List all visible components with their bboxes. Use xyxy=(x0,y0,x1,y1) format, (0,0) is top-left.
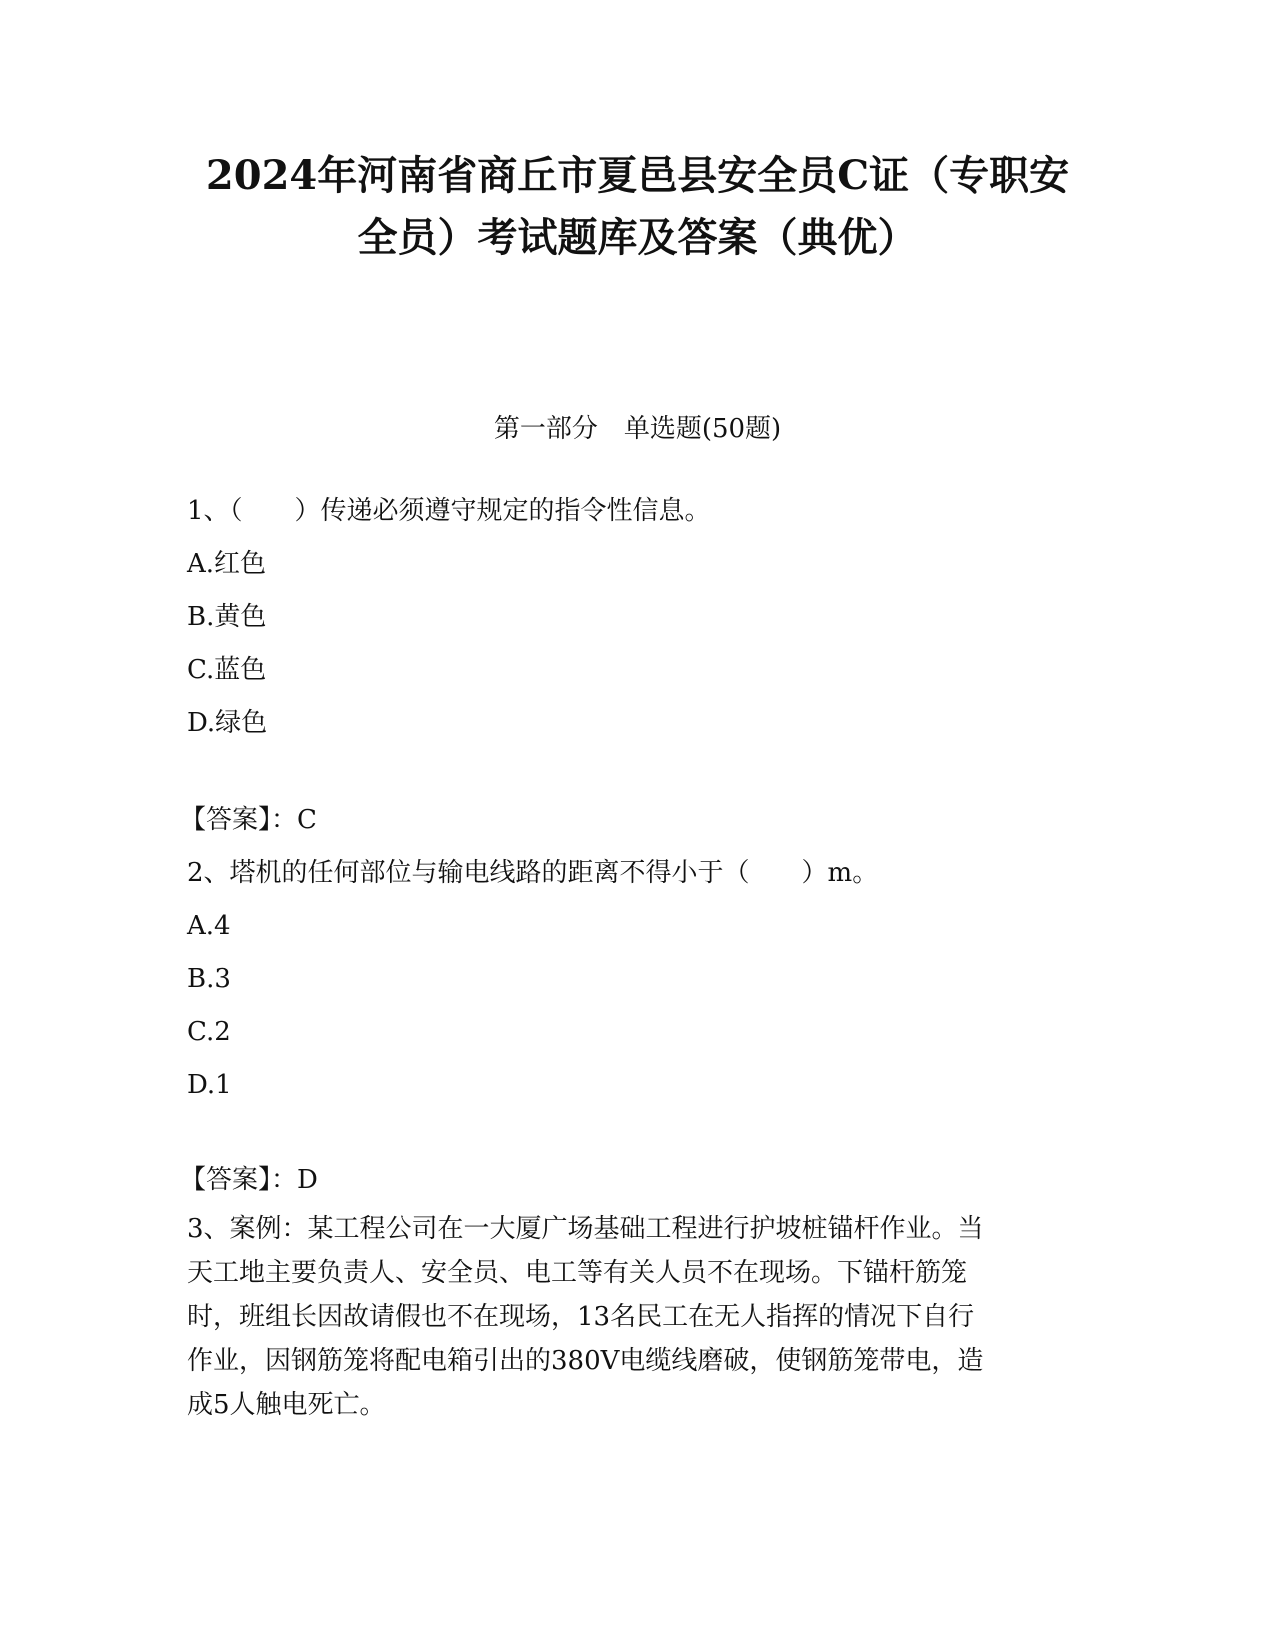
question-3-stem xyxy=(187,1207,1087,1427)
question-2-answer: 【答案】：D xyxy=(180,1165,318,1195)
question-1-option-b: B.黄色 xyxy=(187,602,267,632)
question-3-line-4: 作业，因钢筋笼将配电箱引出的380V电缆线磨破，使钢筋笼带电，造 xyxy=(187,1346,984,1376)
document-title xyxy=(150,145,1125,269)
question-3-line-5: 成5人触电死亡。 xyxy=(187,1390,386,1420)
question-1-option-a: A.红色 xyxy=(187,549,267,579)
question-2-option-b: B.3 xyxy=(187,964,231,994)
question-3-line-2: 天工地主要负责人、安全员、电工等有关人员不在现场。下锚杆筋笼 xyxy=(187,1258,968,1288)
title-line-1: 2024年河南省商丘市夏邑县安全员C证（专职安 xyxy=(205,152,1070,199)
title-line-2: 全员）考试题库及答案（典优） xyxy=(357,214,918,261)
question-1-stem: 1、（ ）传递必须遵守规定的指令性信息。 xyxy=(187,496,711,526)
question-3-line-3: 时，班组长因故请假也不在现场，13名民工在无人指挥的情况下自行 xyxy=(187,1302,975,1332)
question-2-stem: 2、塔机的任何部位与输电线路的距离不得小于（ ）m。 xyxy=(187,858,879,888)
question-1-answer: 【答案】：C xyxy=(180,805,317,835)
question-1-option-c: C.蓝色 xyxy=(187,655,267,685)
question-1-option-d: D.绿色 xyxy=(187,708,268,738)
section-heading: 第一部分 单选题(50题) xyxy=(493,414,782,444)
question-3-line-1: 3、案例：某工程公司在一大厦广场基础工程进行护坡桩锚杆作业。当 xyxy=(187,1214,984,1244)
question-2-option-d: D.1 xyxy=(187,1070,232,1100)
question-2-option-a: A.4 xyxy=(187,911,231,941)
question-2-option-c: C.2 xyxy=(187,1017,231,1047)
